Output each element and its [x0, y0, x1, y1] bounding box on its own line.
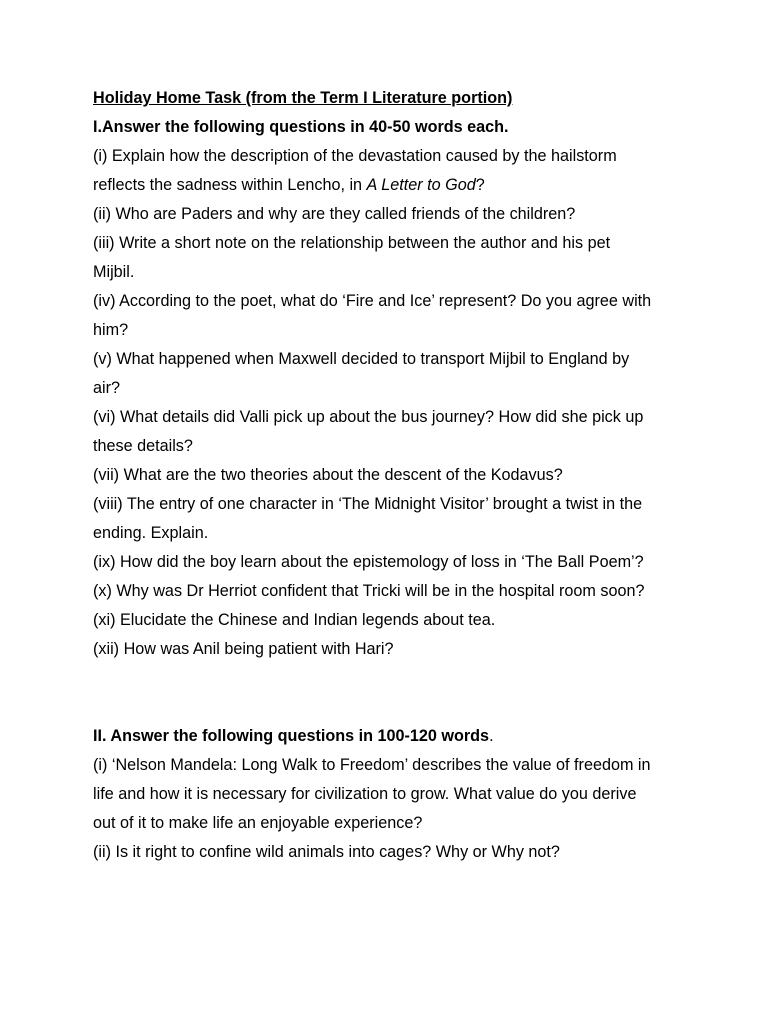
question-1-3-line-1: (iii) Write a short note on the relationship between the author and his pet — [93, 234, 611, 252]
question-1-1-punct: ? — [475, 176, 485, 194]
question-1-9: (ix) How did the boy learn about the epistemology of loss in ‘The Ball Poem’? — [93, 553, 644, 571]
section-spacer — [93, 664, 693, 722]
question-2-1-line-3: out of it to make life an enjoyable experience? — [93, 814, 423, 832]
question-1-1-text: reflects the sadness within Lencho, in — [93, 176, 367, 194]
question-1-5-line-1: (v) What happened when Maxwell decided to transport Mijbil to England by — [93, 350, 630, 368]
question-1-7: (vii) What are the two theories about the descent of the Kodavus? — [93, 466, 563, 484]
question-2-1-line-1: (i) ‘Nelson Mandela: Long Walk to Freedom’ describes the value of freedom in — [93, 756, 651, 774]
question-1-3-line-2: Mijbil. — [93, 263, 135, 281]
question-1-4-line-2: him? — [93, 321, 129, 339]
question-1-11: (xi) Elucidate the Chinese and Indian legends about tea. — [93, 611, 496, 629]
document-title: Holiday Home Task (from the Term I Literature portion) — [93, 89, 513, 107]
section-2-heading-line — [93, 722, 693, 751]
question-1-2: (ii) Who are Paders and why are they called friends of the children? — [93, 205, 576, 223]
question-1-4-line-1: (iv) According to the poet, what do ‘Fire and Ice’ represent? Do you agree with — [93, 292, 652, 310]
question-1-8-line-2: ending. Explain. — [93, 524, 209, 542]
question-1-8-line-1: (viii) The entry of one character in ‘The Midnight Visitor’ brought a twist in the — [93, 495, 643, 513]
question-1-1-italic-title: A Letter to God — [366, 176, 476, 194]
question-1-1-line-1: (i) Explain how the description of the devastation caused by the hailstorm — [93, 147, 617, 165]
question-1-6-line-1: (vi) What details did Valli pick up about the bus journey? How did she pick up — [93, 408, 644, 426]
question-1-5-line-2: air? — [93, 379, 120, 397]
section-2-heading-suffix: . — [489, 727, 494, 745]
document-content — [93, 84, 693, 867]
section-1-heading: I.Answer the following questions in 40-50 words each. — [93, 118, 509, 136]
question-2-1-line-2: life and how it is necessary for civilization to grow. What value do you derive — [93, 785, 637, 803]
question-1-1-line-2 — [93, 171, 693, 200]
question-1-6-line-2: these details? — [93, 437, 193, 455]
section-2-heading: II. Answer the following questions in 100-120 words — [93, 727, 490, 745]
question-2-2: (ii) Is it right to confine wild animals into cages? Why or Why not? — [93, 843, 560, 861]
question-1-10: (x) Why was Dr Herriot confident that Tricki will be in the hospital room soon? — [93, 582, 645, 600]
question-1-12: (xii) How was Anil being patient with Hari? — [93, 640, 394, 658]
